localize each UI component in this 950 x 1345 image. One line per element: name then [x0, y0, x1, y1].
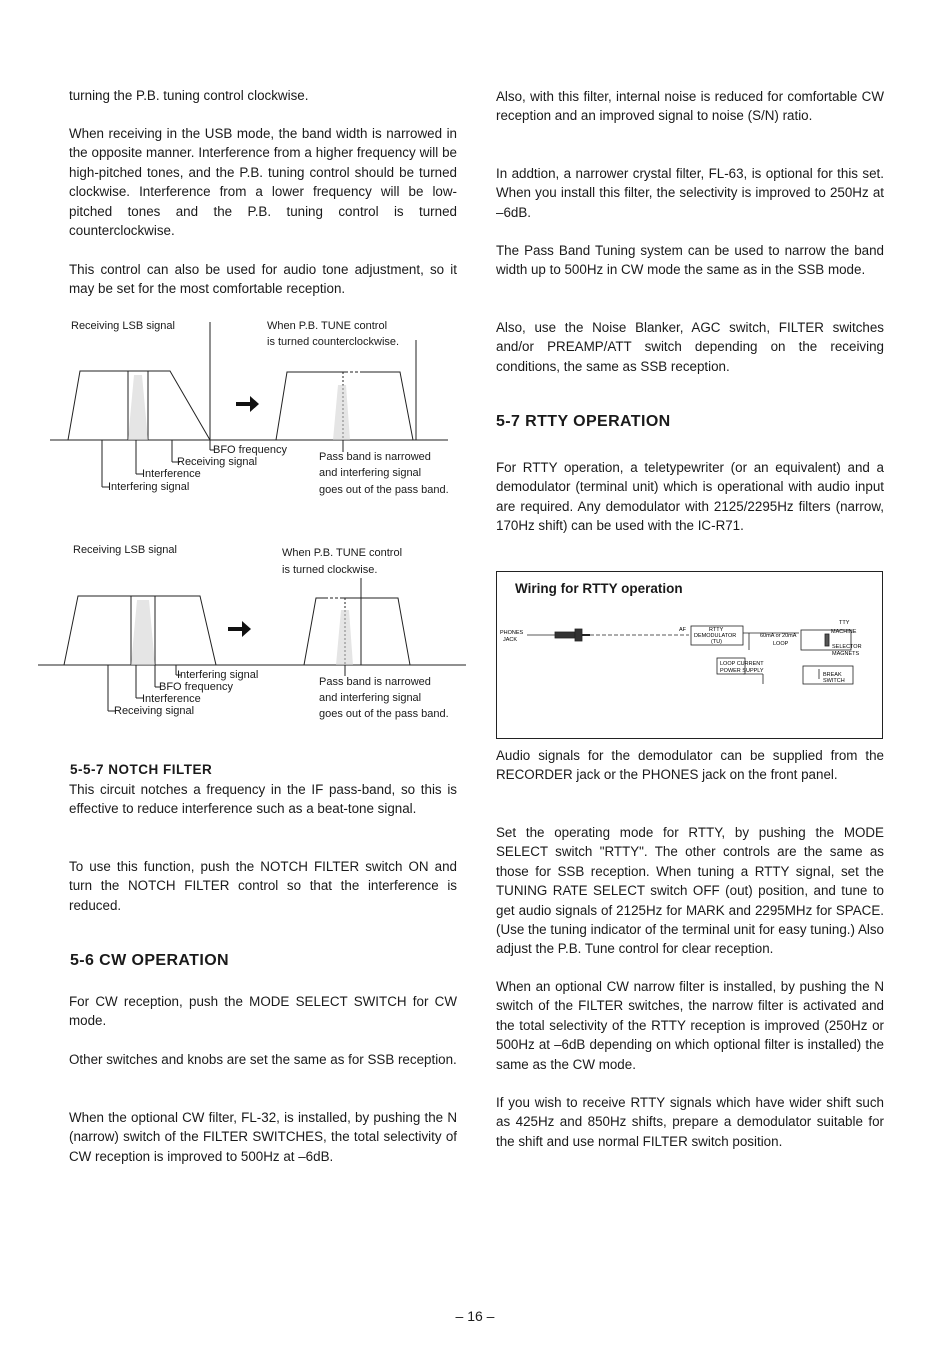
label-receiving: Receiving signal — [177, 456, 258, 468]
wiring-title: Wiring for RTTY operation — [515, 581, 683, 596]
figure-note: goes out of the pass band. — [319, 484, 449, 496]
paragraph: To use this function, push the NOTCH FILTER switch ON and turn the NOTCH FILTER control so that the interference is reduced. — [69, 859, 457, 913]
label-current: 60mA or 20mA — [760, 633, 797, 639]
label-jack: JACK — [503, 637, 518, 643]
figure-note: and interfering signal — [319, 467, 422, 479]
label-switch: SWITCH — [823, 678, 845, 684]
paragraph: When receiving in the USB mode, the band width is narrowed in the opposite manner. Interference from a higher frequency will be high-pitched tones, and the P.B. tuning control should be turned clockwise. Interference from a lower frequency will be low-pitched tones and the P.B. tuning control is turned counterclockwise. — [69, 126, 457, 239]
label-tty: TTY — [839, 620, 850, 626]
section-heading-rtty: 5-7 RTTY OPERATION — [496, 413, 671, 430]
paragraph: Also, use the Noise Blanker, AGC switch, FILTER switches and/or PREAMP/ATT switch depending on the receiving conditions, the same as SSB reception. — [496, 320, 884, 374]
label-loop: LOOP — [773, 641, 789, 647]
paragraph: When the optional CW filter, FL-32, is installed, by pushing the N (narrow) switch of the FILTER SWITCHES, the total selectivity of CW reception is improved to 500Hz at –6dB. — [69, 1110, 457, 1164]
label-power-supply: POWER SUPPLY — [720, 668, 764, 674]
paragraph: If you wish to receive RTTY signals which have wider shift such as 425Hz and 850Hz shifts, prepare a demodulator suitable for the shift and use normal FILTER switch position. — [496, 1095, 884, 1149]
paragraph: For RTTY operation, a teletypewriter (or an equivalent) and a demodulator (terminal unit) which is operational with audio input are required. Any demodulator with 2125/2295Hz filters (narrow, 170Hz shift) can be used with the IC-R71. — [496, 460, 884, 534]
figure-note: Pass band is narrowed — [319, 451, 431, 463]
wiring-diagram — [496, 571, 883, 739]
paragraph: This circuit notches a frequency in the IF pass-band, so this is effective to reduce interference such as a beat-tone signal. — [69, 782, 457, 817]
label-interference: Interference — [142, 468, 201, 480]
label-demod: (TU) — [711, 639, 722, 645]
paragraph: The Pass Band Tuning system can be used to narrow the band width up to 500Hz in CW mode the same as in the SSB mode. — [496, 243, 884, 278]
figure-note: Pass band is narrowed — [319, 676, 431, 688]
figure-note: goes out of the pass band. — [319, 708, 449, 720]
wiring-schematic — [497, 572, 882, 738]
paragraph: turning the P.B. tuning control clockwise. — [69, 88, 309, 103]
figure-label: Receiving LSB signal — [73, 544, 177, 556]
section-heading-cw: 5-6 CW OPERATION — [70, 952, 230, 969]
label-demod: DEMODULATOR — [694, 633, 737, 639]
label-loop-current: LOOP CURRENT — [720, 661, 764, 667]
label-demod: RTTY — [709, 627, 724, 633]
paragraph: Other switches and knobs are set the same as for SSB reception. — [69, 1052, 457, 1067]
paragraph: Audio signals for the demodulator can be supplied from the RECORDER jack or the PHONES jack on the front panel. — [496, 748, 884, 783]
label-bfo: BFO frequency — [213, 444, 287, 456]
paragraph: This control can also be used for audio tone adjustment, so it may be set for the most comfortable reception. — [69, 262, 457, 297]
label-break: BREAK — [823, 672, 842, 678]
label-phones: PHONES — [500, 630, 524, 636]
paragraph: Set the operating mode for RTTY, by pushing the MODE SELECT switch "RTTY". The other controls are the same as those for SSB reception. When tuning a RTTY signal, set the TUNING RATE SELECT switch OFF (out) position, and tune to get audio signals of 2125Hz for MARK and 2295MHz for SPACE. (Use the tuning indicator of the terminal unit for easy tuning.) Also adjust the P.B. Tune control for clear reception. — [496, 825, 884, 957]
label-interfering: Interfering signal — [108, 481, 190, 493]
label-interference: Interference — [142, 693, 201, 705]
figure-label: Receiving LSB signal — [71, 320, 175, 332]
paragraph: Also, with this filter, internal noise is reduced for comfortable CW reception and an improved signal to noise (S/N) ratio. — [496, 89, 884, 124]
label-af: AF — [679, 627, 687, 633]
paragraph: When an optional CW narrow filter is installed, by pushing the N switch of the FILTER switches, the narrow filter is activated and the total selectivity of the RTTY reception is improved (250Hz or 500Hz at –6dB depending on which optional filter is installed) the same as the CW mode. — [496, 979, 884, 1072]
label-receiving: Receiving signal — [114, 705, 195, 717]
label-machine: MACHINE — [831, 629, 857, 635]
label-interfering: Interfering signal — [177, 669, 259, 681]
paragraph: For CW reception, push the MODE SELECT SWITCH for CW mode. — [69, 994, 457, 1029]
label-bfo: BFO frequency — [159, 681, 233, 693]
figure-label: is turned clockwise. — [282, 564, 378, 576]
page-number: – 16 – — [455, 1308, 495, 1324]
paragraph: In addtion, a narrower crystal filter, FL-63, is optional for this set. When you install this filter, the selectivity is improved to 250Hz at –6dB. — [496, 166, 884, 220]
figure-label: is turned counterclockwise. — [267, 336, 400, 348]
section-heading-notch: 5-5-7 NOTCH FILTER — [70, 762, 213, 777]
figure-label: When P.B. TUNE control — [267, 320, 388, 332]
label-magnets: MAGNETS — [832, 651, 860, 657]
figure-note: and interfering signal — [319, 692, 422, 704]
figure-label: When P.B. TUNE control — [282, 547, 403, 559]
label-selector: SELECTOR — [832, 644, 862, 650]
